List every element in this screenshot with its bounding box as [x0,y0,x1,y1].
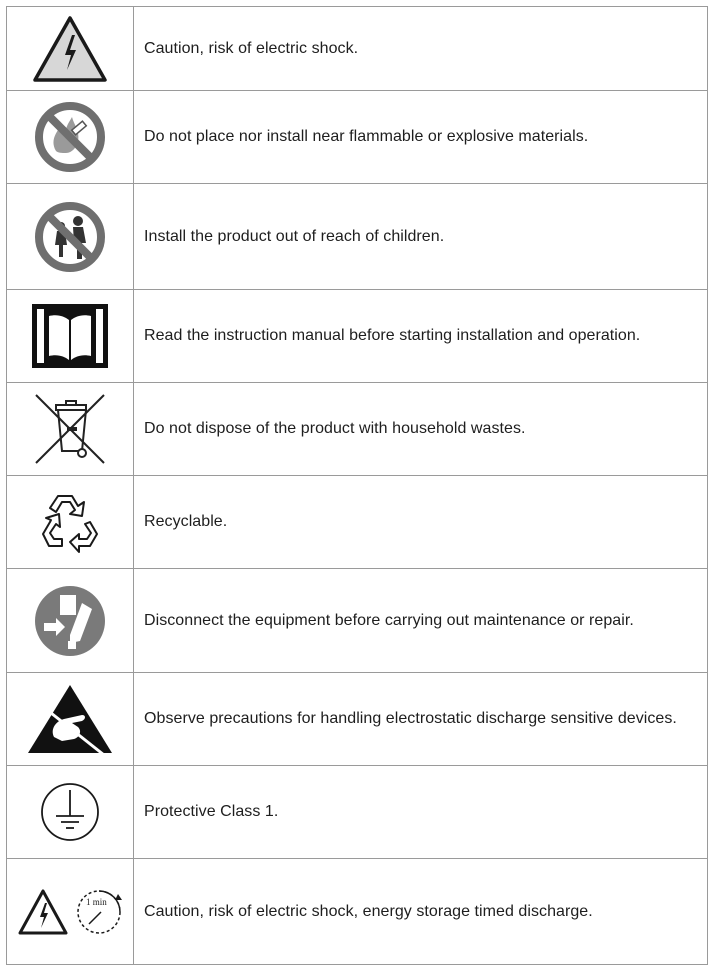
protective-earth-icon [38,780,102,844]
esd-sensitive-icon [24,681,116,757]
row-text: Protective Class 1. [134,766,708,858]
row-text: Caution, risk of electric shock. [134,7,708,90]
row-text: Disconnect the equipment before carrying out maintenance or repair. [134,569,708,672]
electric-shock-warning-icon [32,15,108,83]
timer-icon [75,888,123,936]
table-row [7,766,708,859]
row-text: Read the instruction manual before starting installation and operation. [134,290,708,382]
keep-away-from-children-icon [32,199,108,275]
table-row [7,383,708,476]
table-row [7,184,708,290]
electric-shock-warning-icon [17,888,69,936]
recycle-icon [32,484,108,560]
row-text: Install the product out of reach of children. [134,184,708,289]
table-row [7,859,708,965]
crossed-out-wheelie-bin-icon [32,391,108,467]
table-row [7,7,708,91]
row-text: Observe precautions for handling electrostatic discharge sensitive devices. [134,673,708,765]
row-text: Caution, risk of electric shock, energy storage timed discharge. [134,859,708,964]
table-row [7,91,708,184]
safety-symbols-table [6,6,708,965]
disconnect-equipment-icon [32,583,108,659]
table-row [7,476,708,569]
table-row [7,569,708,673]
read-manual-icon [30,302,110,370]
row-text: Recyclable. [134,476,708,568]
table-row [7,673,708,766]
table-row [7,290,708,383]
timed-discharge-icon [17,888,123,936]
row-text: Do not place nor install near flammable or explosive materials. [134,91,708,183]
no-flammable-materials-icon [32,99,108,175]
row-text: Do not dispose of the product with household wastes. [134,383,708,475]
timer-label: 1 min [86,896,107,907]
